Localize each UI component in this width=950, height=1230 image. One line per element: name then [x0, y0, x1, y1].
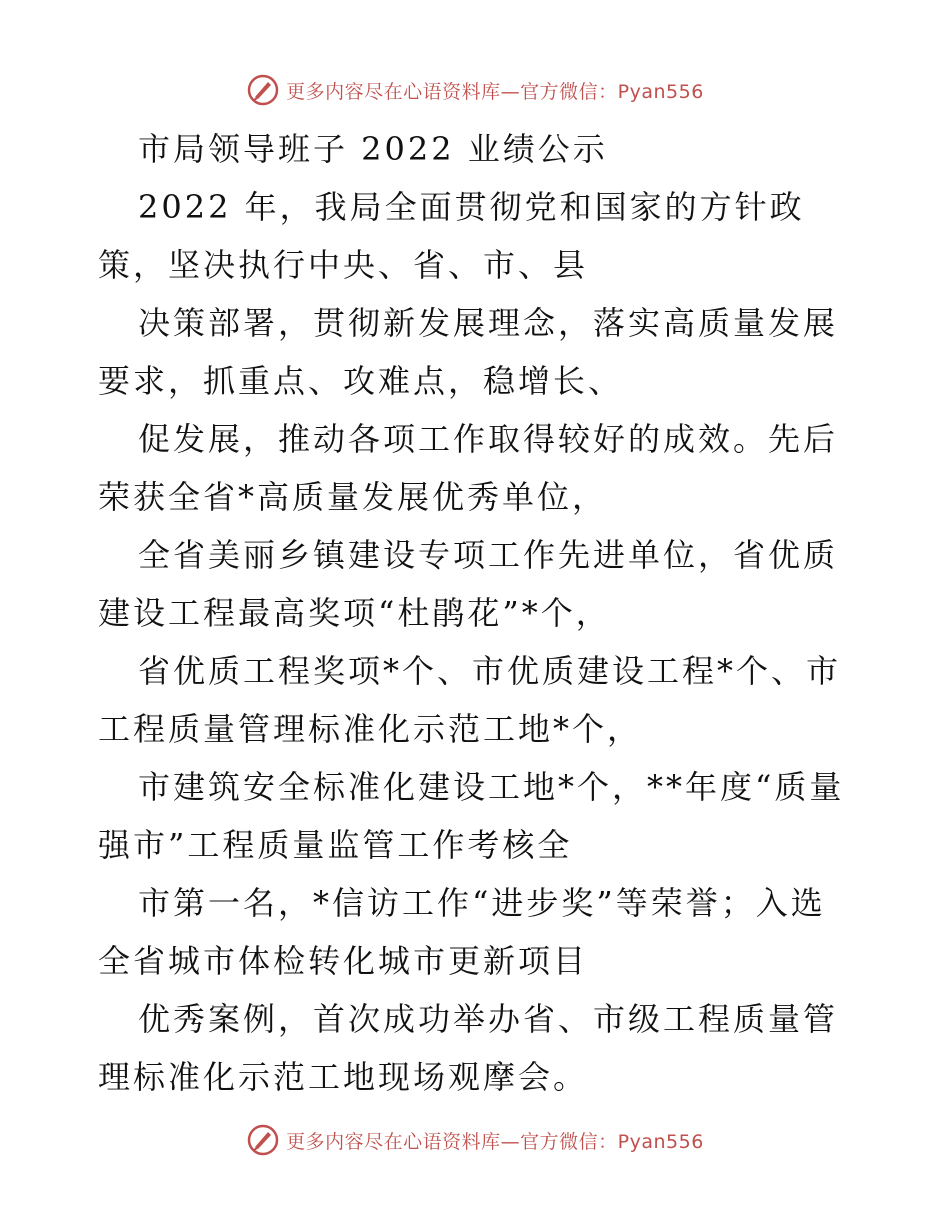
paragraph-6: 市建筑安全标准化建设工地*个，**年度“质量强市”工程质量监管工作考核全	[98, 768, 845, 864]
document-body	[98, 120, 858, 1106]
paragraph-2: 决策部署，贯彻新发展理念，落实高质量发展要求，抓重点、攻难点，稳增长、	[98, 304, 839, 400]
header-watermark-banner	[0, 70, 950, 110]
quill-logo-icon	[246, 73, 280, 107]
header-banner-text: 更多内容尽在心语资料库—官方微信：Pyan556	[286, 80, 704, 103]
document-title: 市局领导班子 2022 业绩公示	[138, 130, 608, 168]
footer-watermark-banner	[0, 1120, 950, 1160]
paragraph-1: 2022 年，我局全面贯彻党和国家的方针政策，坚决执行中央、省、市、县	[98, 188, 805, 284]
paragraph-3: 促发展，推动各项工作取得较好的成效。先后荣获全省*高质量发展优秀单位，	[98, 420, 839, 516]
paragraph-5: 省优质工程奖项*个、市优质建设工程*个、市工程质量管理标准化示范工地*个，	[98, 652, 842, 748]
paragraph-8: 优秀案例，首次成功举办省、市级工程质量管理标准化示范工地现场观摩会。	[98, 1000, 839, 1096]
paragraph-4: 全省美丽乡镇建设专项工作先进单位，省优质建设工程最高奖项“杜鹃花”*个，	[98, 536, 839, 632]
quill-logo-icon	[246, 1123, 280, 1157]
footer-banner-text: 更多内容尽在心语资料库—官方微信：Pyan556	[286, 1130, 704, 1153]
paragraph-7: 市第一名，*信访工作“进步奖”等荣誉；入选全省城市体检转化城市更新项目	[98, 884, 826, 980]
